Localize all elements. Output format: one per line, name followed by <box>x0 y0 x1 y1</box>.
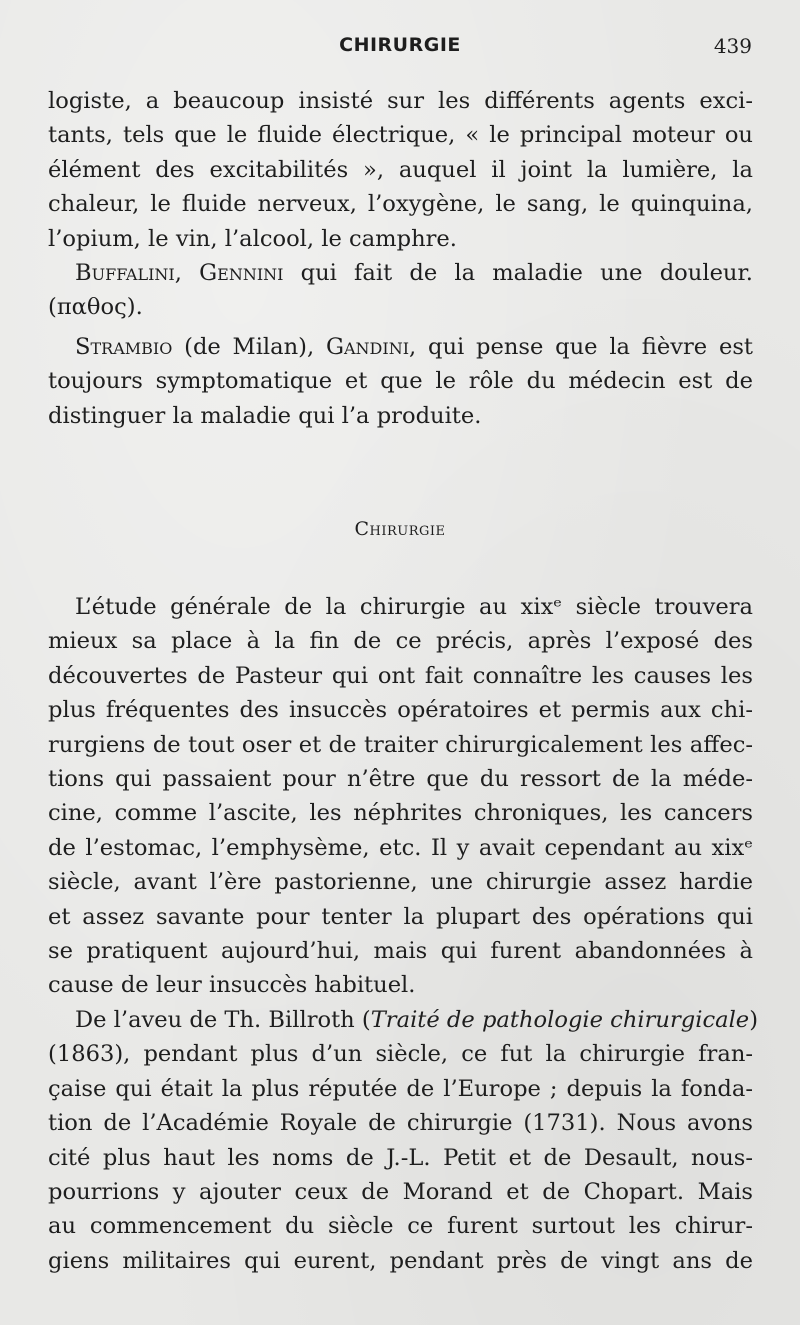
text-line: logiste, a beaucoup insisté sur les différents agents exci- <box>48 88 753 114</box>
text-line: tions qui passaient pour n’être que du ressort de la méde- <box>48 765 753 792</box>
paragraph-chirurgie-intro <box>48 590 753 1003</box>
author-name: Gennini <box>199 260 284 286</box>
text-line: tants, tels que le fluide électrique, « le principal moteur ou <box>48 122 753 149</box>
text-line: distinguer la maladie qui l’a produite. <box>48 402 482 429</box>
section-heading: Chirurgie <box>354 518 446 540</box>
line-text: qui fait de la maladie une douleur. <box>283 260 753 286</box>
text-line: pourrions y ajouter ceux de Morand et de Chopart. Mais <box>48 1178 753 1205</box>
paragraph-buffalini <box>48 256 753 325</box>
line-text: , qui pense que la fièvre est <box>409 334 753 360</box>
paragraph-billroth <box>48 1003 759 1278</box>
text-line: au commencement du siècle ce furent surtout les chirur- <box>48 1213 753 1240</box>
text-line: çaise qui était la plus réputée de l’Europe ; depuis la fonda- <box>48 1075 753 1102</box>
paragraph-strambio <box>48 330 753 433</box>
author-name: Buffalini <box>75 260 175 286</box>
text-line: et assez savante pour tenter la plupart des opérations qui <box>48 903 753 930</box>
text-line: siècle, avant l’ère pastorienne, une chirurgie assez hardie <box>48 869 753 896</box>
line-text: ) <box>749 1007 759 1033</box>
text-line: (1863), pendant plus d’un siècle, ce fut la chirurgie fran- <box>48 1041 753 1068</box>
text-line: rurgiens de tout oser et de traiter chirurgicalement les affec- <box>48 731 753 758</box>
text-line: giens militaires qui eurent, pendant près de vingt ans de <box>48 1247 753 1274</box>
text-line: tion de l’Académie Royale de chirurgie (1731). Nous avons <box>48 1110 753 1137</box>
text-line: cine, comme l’ascite, les néphrites chroniques, les cancers <box>48 800 753 827</box>
line-text: De l’aveu de Th. Billroth ( <box>75 1007 371 1033</box>
text-line: (παθος). <box>48 294 143 321</box>
author-name: Strambio <box>75 334 173 360</box>
text-line: élément des excitabilités », auquel il joint la lumière, la <box>48 156 753 183</box>
running-head <box>0 34 800 64</box>
text-line: cause de leur insuccès habituel. <box>48 972 416 999</box>
separator-text: , <box>174 260 200 286</box>
text-line: cité plus haut les noms de J.-L. Petit et de Desault, nous- <box>48 1144 753 1171</box>
paragraph-continuation <box>48 84 753 256</box>
text-line: L’étude générale de la chirurgie au xixᵉ siècle trouvera <box>75 594 753 620</box>
text-line <box>48 1003 759 1037</box>
text-line: l’opium, le vin, l’alcool, le camphre. <box>48 225 457 252</box>
text-line: toujours symptomatique et que le rôle du médecin est de <box>48 368 753 395</box>
text-line: se pratiquent aujourd’hui, mais qui furent abandonnées à <box>48 937 753 964</box>
text-line: mieux sa place à la fin de ce précis, après l’exposé des <box>48 628 753 655</box>
author-name: Gandini <box>325 334 410 360</box>
text-line: plus fréquentes des insuccès opératoires et permis aux chi- <box>48 697 753 724</box>
book-title: Traité de pathologie chirurgicale <box>370 1007 750 1033</box>
text-line <box>48 256 753 290</box>
text-line: chaleur, le fluide nerveux, l’oxygène, le sang, le quinquina, <box>48 191 753 218</box>
text-line: découvertes de Pasteur qui ont fait connaître les causes les <box>48 662 753 689</box>
line-text: (de Milan), <box>172 334 326 360</box>
running-title: CHIRURGIE <box>339 34 461 56</box>
text-line <box>48 330 753 364</box>
page-number: 439 <box>713 34 752 58</box>
text-line: de l’estomac, l’emphysème, etc. Il y avait cependant au xixᵉ <box>48 834 753 861</box>
